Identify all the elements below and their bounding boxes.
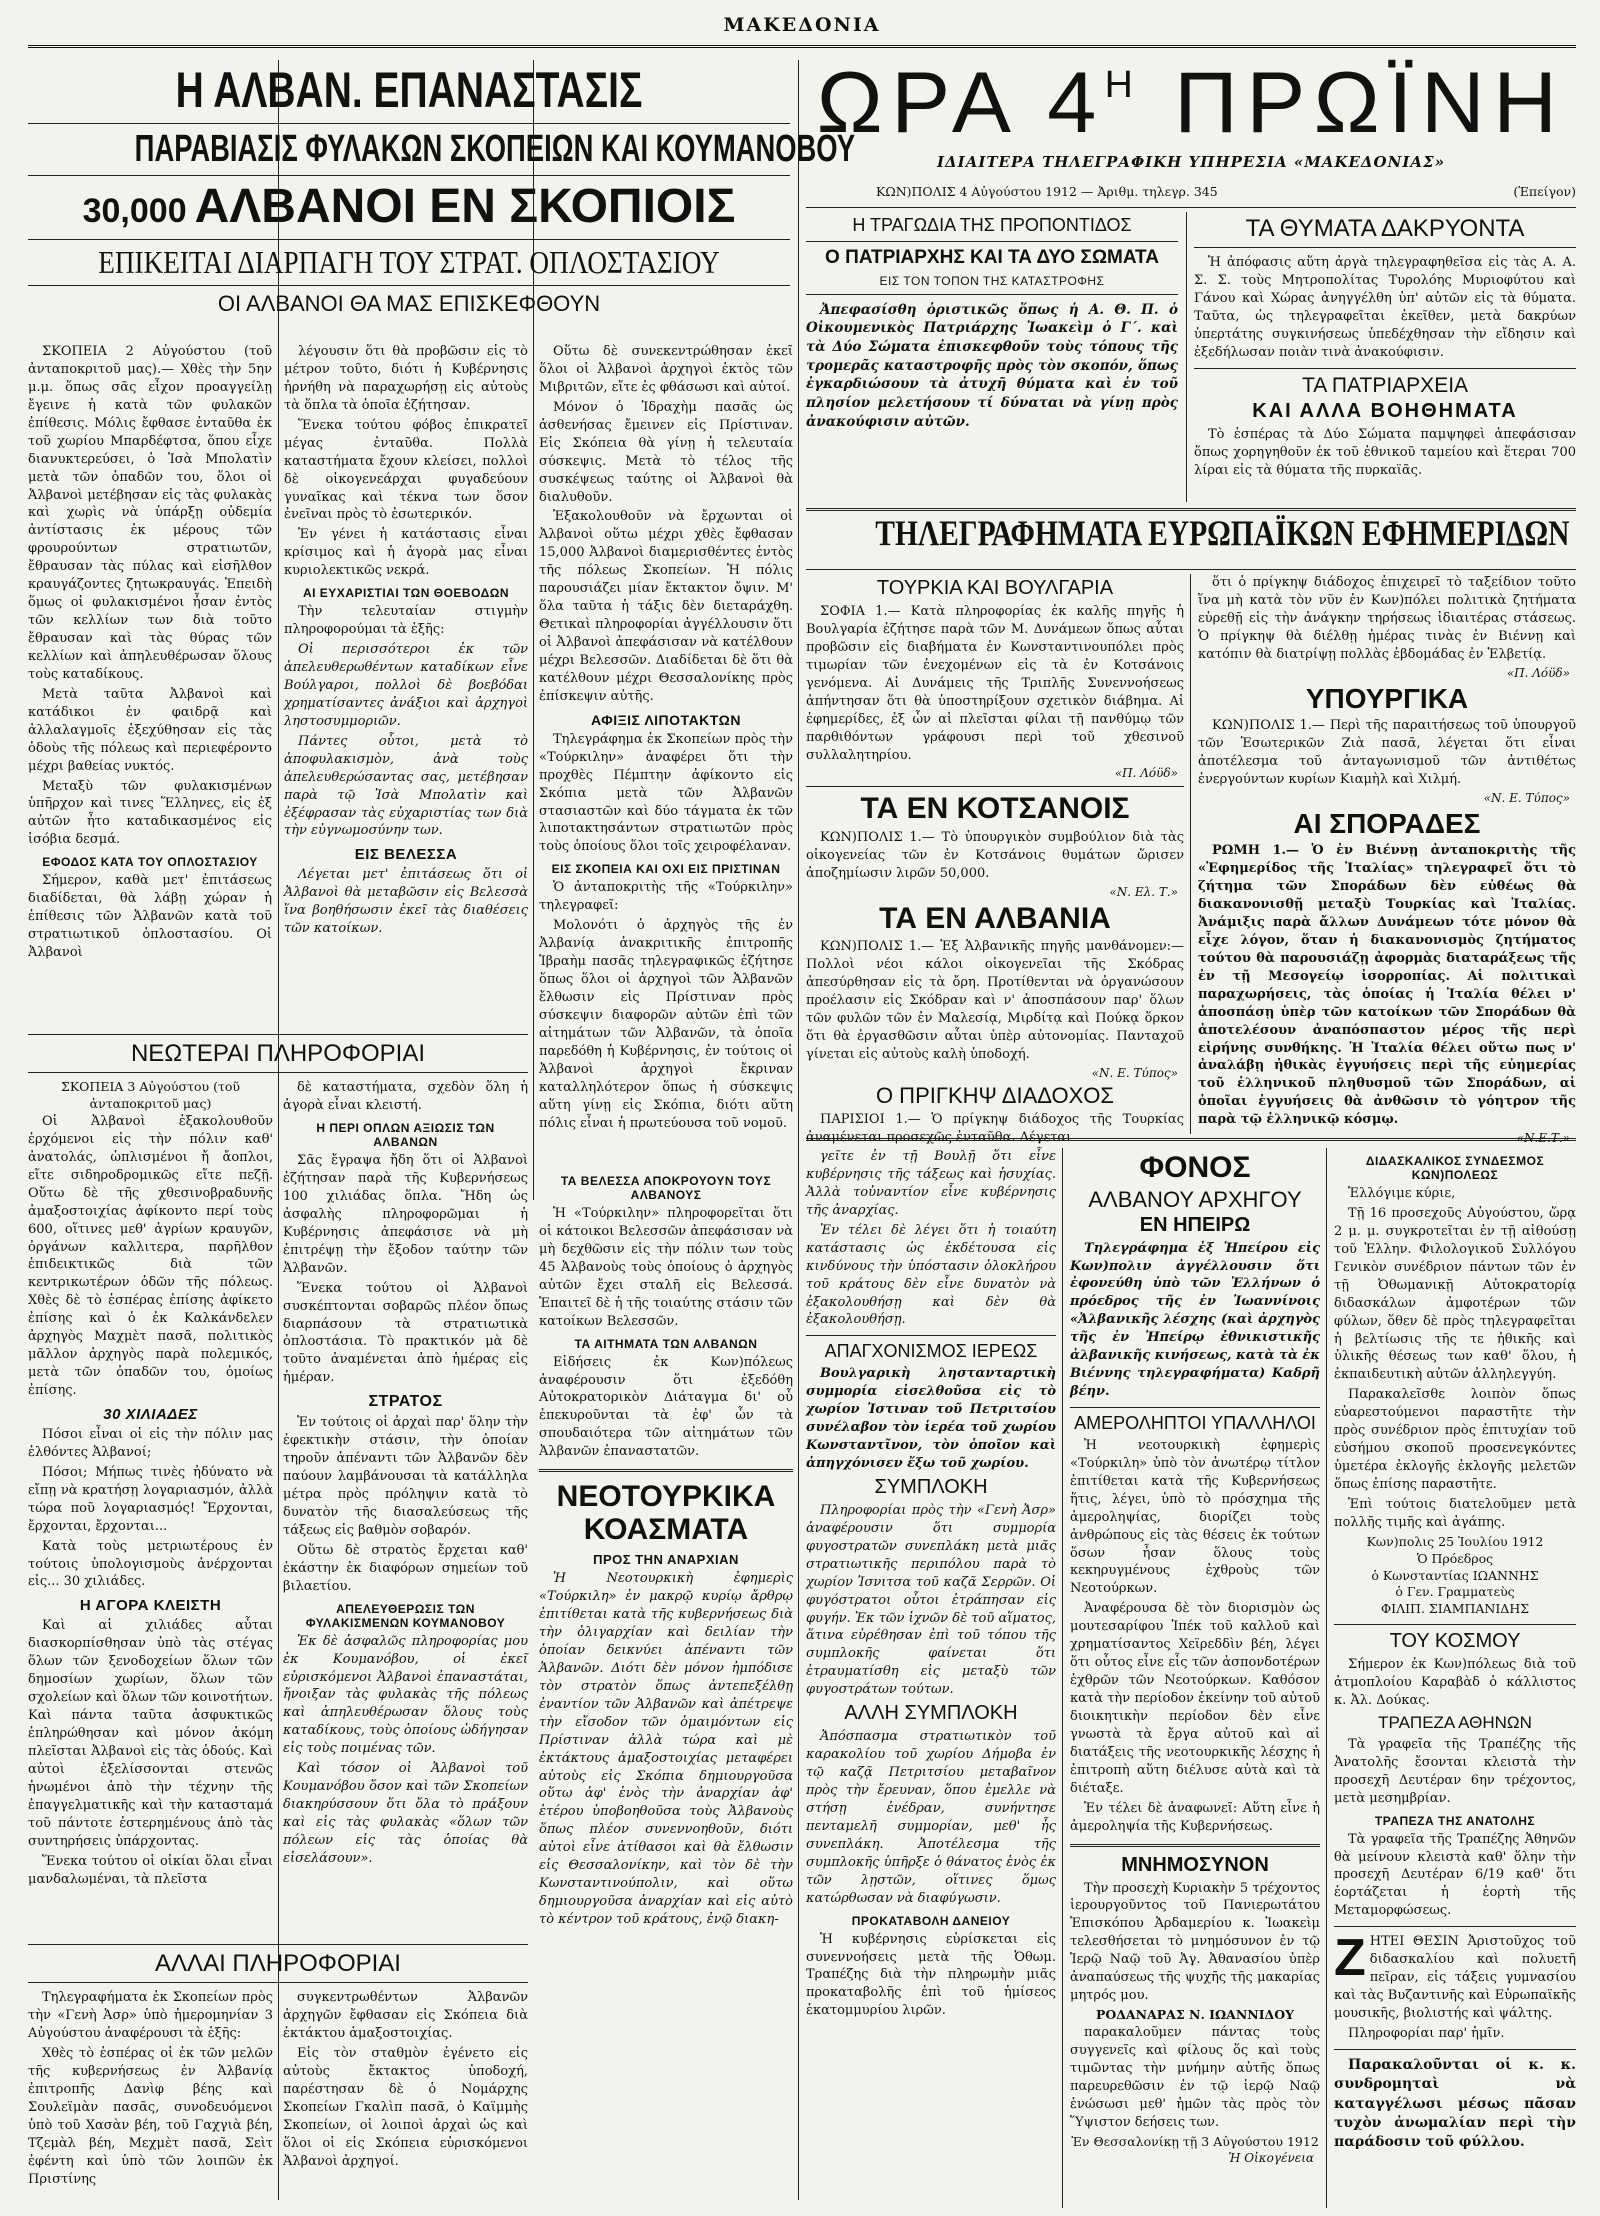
- paragraph: Πάντες οὗτοι, μετὰ τὸ ἀποφυλακισμὸν, ἀνὰ τοὺς ἀπελευθερώσαντας σας, μετέβησαν παρὰ τῷ Ἰσὰ Μπολατὶν καὶ ἐξέφρασαν τὰς εὐχαριστίας των διὰ τὴν εὐγνωμοσύνην των.: [284, 733, 528, 839]
- paragraph: Κατὰ τοὺς μετριωτέρους ἐν τούτοις ὑπολογισμοὺς ἀνέρχονται εἰς... 30 χιλιάδες.: [28, 1538, 273, 1590]
- masthead: ΜΑΚΕΔΟΝΙΑ: [28, 8, 1576, 48]
- divider: [1070, 1844, 1320, 1847]
- divider: [1334, 1624, 1576, 1625]
- divider: [1334, 2049, 1576, 2050]
- ora-title: [794, 55, 1587, 151]
- section-heading: ΜΝΗΜΟΣΥΝΟΝ: [1121, 1853, 1269, 1876]
- subheading: ΕΙΣ ΣΚΟΠΕΙΑ ΚΑΙ ΟΧΙ ΕΙΣ ΠΡΙΣΤΙΝΑΝ: [551, 862, 781, 877]
- paragraph: Σήμερον, καθὰ μετ' ἐπιτάσεως διαδίδεται, θὰ λάβῃ χώραν ἡ ἐπίθεσις τῶν Ἀλβανῶν κατὰ τοῦ στρατιωτικοῦ ὁπλοστασίου. Οἱ Ἀλβανοὶ: [28, 873, 272, 960]
- subheading: ΑΦΙΞΙΣ ΛΙΠΟΤΑΚΤΩΝ: [591, 711, 741, 728]
- divider: [28, 1982, 528, 1983]
- source-attribution: «Π. Λόϋδ»: [1114, 766, 1178, 781]
- paragraph: Τῇ 16 προσεχοῦς Αὐγούστου, ὥρᾳ 2 μ. μ. συγκροτεῖται ἐν τῇ αἰθούσῃ τοῦ Ἑλλην. Φιλολογικοῦ Συλλόγου Γενικὸν συνέδριον πάντων τῶν ἐν τῇ Ὀθωμανικῇ Αὐτοκρατορίᾳ διδασκάλων ἀμφοτέρων τῶν φύλων, ὅθεν δὲ πρὸς τηλεγραφεῖται ἡ βελτίωσις τῆς τε ἠθικῆς καὶ ὑλικῆς θέσεως των καθ' ὅλου, ἡ ἐκπαιδευτικὴ αὐτῶν ἀλληλεγγύη.: [1334, 1205, 1576, 1383]
- paragraph: Ἐκ δὲ ἀσφαλῶς πληροφορίας μου ἐκ Κουμανόβου, οἱ ἐκεῖ εὑρισκόμενοι Ἀλβανοὶ ἐπαναστάται, ἤνοιξαν τὰς φυλακὰς τῆς πόλεως καὶ ἀπηλευθέρωσαν ὅλους τοὺς καταδίκους, τοὺς ὁποίους ὡδήγησαν εἰς τοὺς ποιμένας τῶν.: [283, 1633, 528, 1757]
- divider: [1194, 247, 1576, 248]
- headline-count-number: 30,000: [82, 192, 187, 231]
- paragraph: Μετὰ ταῦτα Ἀλβανοὶ καὶ κατάδικοι ἐν φαιδρᾷ καὶ ἀλλαλαγμοῖς ἐξεχύθησαν εἰς τὰς ὁδοὺς τῆς πόλεως καὶ περιεφέροντο μέχρι βαθείας νυκτός.: [28, 686, 272, 774]
- divider: [28, 1944, 528, 1945]
- ora-title-part2: ΠΡΩΪΝΗ: [1174, 55, 1566, 151]
- section-heading: Η ΤΡΑΓΩΔΙΑ ΤΗΣ ΠΡΟΠΟΝΤΙΔΟΣ: [852, 215, 1132, 235]
- divider: [28, 239, 790, 240]
- section-heading: ΥΠΟΥΡΓΙΚΑ: [1305, 682, 1469, 714]
- paragraph: Τηλεγράφημα ἐκ Σκοπείων πρὸς τὴν «Τούρκιλην» ἀναφέρει ὅτι τὴν προχθὲς Πέμπτην ἀφίκοντο εἰς Σκόπια μετὰ τῶν Ἀλβανῶν στασιαστῶν καὶ δύο τάγματα ἐκ τῶν λιποτακτησάντων στρατιωτῶν πρὸς τοὺς ὁποίους ὅλοι τοῖς χειροφέλαναν.: [539, 731, 793, 855]
- subheading: Η ΑΓΟΡΑ ΚΛΕΙΣΤΗ: [79, 1597, 222, 1615]
- newer-info-col-1: [28, 1079, 273, 1890]
- paragraph: ΡΩΜΗ 1.— Ὁ ἐν Βιέννῃ ἀνταποκριτὴς τῆς «Ἐφημερίδος τῆς Ἰταλίας» τηλεγραφεῖ ὅτι τὸ ζήτημα τῶν Σποράδων δὲν εὐθέως θὰ διακανονισθῇ μεταξὺ Τουρκίας καὶ Ἰταλίας. Ἀνάμιξις παρὰ ἄλλων Δυνάμεων τότε μόνον θὰ εἶχε λόγον, ὅταν ἡ διακανονισμὸς ζητήματος τούτου θὰ παρουσιάζῃ ἀφορμὰς διαταράξεως τῆς ἐν τῇ Μεσογείῳ ἰσορροπίας. Αἱ πολιτικαὶ παραχωρήσεις, τὰς ὁποίας ἡ Ἰταλία θέλει ν' ἀποσπάσῃ ὑπὲρ τῶν κατοίκων τῶν Σποράδων θὰ ἀποτελέσουν ἀναπόσπαστον μέρος τῆς περὶ εἰρήνης συνθήκης. Ἡ Ἰταλία θέλει οὕτω πως ν' ἀναλάβῃ ἠθικὰς ἐγγυήσεις περὶ τῆς εὐημερίας τοῦ ἑλληνικοῦ πληθυσμοῦ τῶν Σποράδων, αἱ ὁποῖαι ἐγγυήσεις θὰ ἀνθῶσιν τὸ γόητρον τῆς παρὰ τῷ ἑλληνικῷ κόσμῳ.: [1198, 843, 1576, 1128]
- ora-title-sup: Η: [1104, 64, 1142, 106]
- paragraph: Ἀπεφασίσθη ὁριστικῶς ὅπως ἡ Α. Θ. Π. ὁ Οἰκουμενικὸς Πατριάρχης Ἰωακεὶμ ὁ Γ΄. καὶ τὰ Δύο Σώματα ἐπισκεφθοῦν τοὺς τόπους τῆς τρομερᾶς καταστροφῆς πρὸς τὸν σκοπόν, ὅπως ἐγκαρδιώσουν τὰ ἀτυχῆ θύματα καὶ ἐν τοῦ πλησίον μελετήσουν τί δύναται νὰ γίνῃ πρὸς ἀνακούφισιν αὐτῶν.: [806, 301, 1178, 430]
- paragraph: Καὶ αἱ χιλιάδες αὗται διασκορπίσθησαν ὑπὸ τὰς στέγας ὅλων τῶν ξενοδοχείων ὅλων τῶν δημοσίων χωρίων, ὅλων τῶν σχολείων καὶ ὅλων τῶν κοινοτήτων. Καὶ πάντα ταῦτα ἀσφυκτικῶς ἐπληρώθησαν καὶ μόνον ἀκόμη πλεῖσται Ἀλβανοὶ εἰς τὰς ὁδούς. Καὶ αὐτοὶ ἐξελίσσονται στενῶς ἡνωμένοι ἀπὸ τὴν τέχνην τῆς ἐπαγγελματικῆς καὶ τὴν κατασταμά τοῦ πάντοτε ἐστερημένους ἀπὸ τὰς συντηρήσεις ὑπάρχοντας.: [28, 1618, 273, 1849]
- divider: [28, 175, 790, 176]
- section-heading: ΤΑ ΠΑΤΡΙΑΡΧΕΙΑ: [1301, 373, 1469, 397]
- paragraph: Τὴν προσεχὴ Κυριακὴν 5 τρέχοντος ἱερουργοῦντος τοῦ Πανιερωτάτου Ἐπισκόπου Ἀρδαμερίου κ. Ἰωακεὶμ τελεσθήσεται τὸ μνημόσυνον ἐν τῷ Ἱερῷ Ναῷ τοῦ Ἀγ. Ἀθανασίου ὑπὲρ ἀναπαύσεως τῆς ψυχῆς τῆς μακαρίας μητρός μου.: [1070, 1880, 1320, 2004]
- paragraph: Ἡ ἀπόφασις αὕτη ἀργὰ τηλεγραφηθεῖσα εἰς τὰς Α. Α. Σ. Σ. τοὺς Μητροπολίτας Τυρολόης Μυριοφύτου καὶ Γάνου καὶ Χώρας ἀνηγγέλθη ὑπ' αὐτῶν εἰς τὰ θύματα. Ταῦτα, ὡς τηλεγραφεῖται ἐκεῖθεν, μετὰ δακρύων ὑπερτάτης συγκινήσεως ὑπεδέχθησαν τὴν εἴδησιν καὶ ἐξεδήλωσαν ποιὰν τινὰ ἀνακούφισιν.: [1194, 255, 1576, 360]
- paragraph: ΗΤΕΙ ΘΕΣΙΝ Ἀριστοῦχος τοῦ διδασκαλίου καὶ πολυετῆ πεῖραν, εἰς τάξεις γυμνασίου καὶ τὰς Βυζαντινῆς καὶ Εὐρωπαϊκῆς μουσικῆς, βιολιστής καὶ ψάλτης.: [1334, 1934, 1576, 2022]
- column-rule: [1190, 574, 1191, 1134]
- paragraph: Ἀπόσπασμα στρατιωτικὸν τοῦ καρακολίου τοῦ χωρίου Δήμοβα ἐν τῷ καζᾷ Πετριτσίου μεταβαῖνον πρὸς τὴν ἔρευναν, ὅπου ἐμελλε νὰ στήσῃ ἐνέδραν, συνήντησε πενταμελῆ συμμορίαν, μεθ' ἧς συνεπλάκη. Ἀποτέλεσμα τῆς συμπλοκῆς ὑπῆρξε ὁ θάνατος ἑνὸς ἐκ τῶν λῃστῶν, οἵτινες ὅμως κατώρθωσαν νὰ διαφύγωσιν.: [806, 1729, 1056, 1906]
- headline-armory: ΕΠΙΚΕΙΤΑΙ ΔΙΑΡΠΑΓΗ ΤΟΥ ΣΤΡΑΤ. ΟΠΛΟΣΤΑΣΙΟΥ: [98, 243, 720, 280]
- paragraph: Μόνον ὁ Ἰδραχὴμ πασᾶς ὡς ἀσθενήσας ἔμεινεν εἰς Πρίστιναν. Εἰς Σκόπεια θὰ γίνῃ ἡ τελευταία σύσκεψις. Μετὰ τὸ τέλος τῆς συσκέψεως ταύτης οἱ Ἀλβανοὶ θὰ διαλυθοῦν.: [539, 399, 793, 505]
- divider: [28, 1034, 528, 1035]
- subheading: ΤΑ ΒΕΛΕΣΣΑ ΑΠΟΚΡΟΥΟΥΝ ΤΟΥΣ ΑΛΒΑΝΟΥΣ: [560, 1174, 772, 1202]
- paragraph: Χθὲς τὸ ἑσπέρας οἱ ἐκ τῶν μελῶν τῆς κυβερνήσεως ἐν Ἀλβανίᾳ ἐπιτροπῆς Δανὶφ βέης καὶ Σουλεϊμὰν πασᾶς, συνοδευόμενοι ὑπὸ τοῦ Χασὰν βέη, τοῦ Γαχγιὰ βέη, Τζεμὰλ βέη, Μεχμὲτ πασᾶ, Σεὶτ ἐφέντη καὶ ὑπὸ τῶν λοιπῶν ἐκ Πριστίνης: [28, 2046, 273, 2187]
- paragraph: Ἐν τέλει δὲ λέγει ὅτι ἡ τοιαύτη κατάστασις ὡς ἐκδέτουσα εἰς κινδύνους τὴν ὑπόστασιν ὁλοκλήρου τοῦ κράτους δὲν εἶνε δυνατὸν νὰ ἐξακολουθήσῃ καὶ δὲν θὰ ἐξακολουθήσῃ.: [806, 1222, 1056, 1328]
- paragraph: Ἐξακολουθοῦν νὰ ἔρχωνται οἱ Ἀλβανοὶ οὕτω μέχρι χθὲς ἔφθασαν 15,000 Ἀλβανοὶ διαμερισθέντες ἐντὸς τῆς πόλεως Σκοπείων. Ἡ πόλις παρουσιάζει μίαν ἔκτακτον ὄψιν. Μ' ὅλα ταῦτα ἡ τάξις δὲν διεταράχθη. Θετικαὶ πληροφορίαι ἀγγέλλουσιν ὅτι οἱ Ἀλβανοὶ ἀπεφάσισαν νὰ κατέλθουν μέχρι Βελεσσῶν. Διαδίδεται δὲ ὅτι θὰ κατέλθουν μέχρι Θεσσαλονίκης πρὸς ἐπίσκεψιν αὐτῆς.: [539, 509, 793, 704]
- paragraph: Τηλεγράφημα ἐξ Ἠπείρου εἰς Κων)πολιν ἀγγέλλουσιν ὅτι ἐφονεύθη ὑπὸ τῶν Ἑλλήνων ὁ πρόεδρος τῆς ἐν Ἰωαννίνοις «Ἀλβανικῆς λέσχης (καὶ ἀρχηγὸς τῆς ἐν Ἠπείρῳ ἐθνικιστικῆς ἀλβανικῆς κινήσεως, κατὰ τὰ ἐκ Βιέννης τηλεγραφήματα) Καδρῆ βέην.: [1070, 1240, 1320, 1400]
- section-heading: Ο ΠΡΙΓΚΗΨ ΔΙΑΔΟΧΟΣ: [875, 1082, 1115, 1108]
- victims-article: [1194, 212, 1576, 502]
- paragraph: Τὰ γραφεῖα τῆς Τραπέζης Ἀθηνῶν θὰ μείνουν κλειστὰ καθ' ὅλην τὴν προσεχῆ Δευτέραν 6/19 καθ' ὅτι ἑορτάζεται ἡ ἑορτὴ τῆς Μεταμορφώσεως.: [1334, 1831, 1576, 1919]
- section-heading: ΝΕΩΤΕΡΑΙ ΠΛΗΡΟΦΟΡΙΑΙ: [130, 1040, 426, 1067]
- dateline: ΣΚΟΠΕΙΑ 3 Αὐγούστου (τοῦ ἀνταποκριτοῦ μας): [61, 1079, 240, 1112]
- divider: [806, 786, 1184, 787]
- subheading: ΔΙΔΑΣΚΑΛΙΚΟΣ ΣΥΝΔΕΣΜΟΣ ΚΩΝ)ΠΟΛΕΩΣ: [1365, 1154, 1545, 1182]
- paragraph: ΣΚΟΠΕΙΑ 2 Αὐγούστου (τοῦ ἀνταποκριτοῦ μας).— Χθὲς τὴν 5ην μ.μ. ὅπως σᾶς εἶχον προαγγείλῃ ἔγεινε ἡ κατὰ τῶν φυλακῶν ἐπίθεσις. Μόλις ἔφθασε ἐνταῦθα ἐκ τοῦ χωρίου Μπαρδέφτσα, ὅπου εἶχε διανυκτερεύσει, ὁ Ἰσὰ Μπολατὶν μετὰ τῶν ὀπαδῶν του, ὅλοι οἱ Ἀλβανοὶ μετέβησαν εἰς τὰς φυλακὰς καὶ χωρὶς νὰ ὑπάρξῃ οὐδεμία ἀντίστασις ἐκ μέρους τῶν φρουρούντων στρατιωτῶν, ἔθραυσαν τὰς πύλας καὶ εἰσῆλθον κραυγάζοντες ζητωκραυγάς. Ἐπειδὴ ὅμως οἱ φυλακισμένοι ἦσαν ἐντὸς τῶν κελλίων των διὰ τοῦτο ἔθραυσαν καὶ τὰς θύρας τῶν κελλίων καὶ ἀπηλευθέρωσαν ὅλους τοὺς καταδίκους.: [28, 344, 272, 682]
- memorial-name: ΡΟΔΑΝΑΡΑΣ Ν. ΙΩΑΝΝΙΔΟΥ: [1095, 2007, 1295, 2023]
- column-rule: [1326, 1148, 1327, 2208]
- headline-visit: ΟΙ ΑΛΒΑΝΟΙ ΘΑ ΜΑΣ ΕΠΙΣΚΕΦΘΟΥΝ: [217, 291, 601, 317]
- paragraph: συγκεντρωθέντων Ἀλβανῶν ἀρχηγῶν ἔφθασαν εἰς Σκόπεια διὰ ἐκτάκτου ἁμαξοστοιχίας.: [283, 1990, 528, 2042]
- newer-info-col-2: [283, 1079, 528, 1890]
- newspaper-page: [28, 8, 1576, 2208]
- memorial-signature: Ἡ Οἰκογένεια: [1228, 2151, 1314, 2166]
- headline-count-text: ΑΛΒΑΝΟΙ ΕΝ ΣΚΟΠΙΟΙΣ: [194, 180, 736, 234]
- paragraph: παρακαλοῦμεν πάντας τοὺς συγγενεῖς καὶ φίλους ὅς καὶ τοὺς τιμῶντας τὴν μνήμην αὐτῆς ὅπως παρευρεθῶσιν ἐν τῷ ἱερῷ Ναῷ ἑνώσωσι μεθ' ἡμῶν τὰς πρὸς τὸν Ὕψιστον δεήσεις των.: [1070, 2024, 1320, 2130]
- source-attribution: «Ν. Ελ. Τ.»: [1109, 884, 1178, 899]
- paragraph: Ἐν τούτοις οἱ ἀρχαὶ παρ' ὅλην τὴν ἐφεκτικὴν στάσιν, τὴν ὁποίαν τηροῦν ἀπέναντι τῶν Ἀλβανῶν δὲν παύουν λαμβάνουσαι τὰ κατάλληλα μέτρα πρὸς πρόληψιν κατὰ τὸ δυνατὸν τῆς διασαλεύσεως τῆς τάξεως εἰς βαθμὸν σοβαρόν.: [283, 1415, 528, 1538]
- letter-role: ὁ Γεν. Γραμματεὺς: [1395, 1584, 1515, 1600]
- paragraph: Ὁ ἀνταποκριτὴς τῆς «Τούρκιλην» τηλεγραφεῖ:: [539, 880, 793, 914]
- ora-dateline: [806, 184, 1576, 208]
- article-column-3-lower: [539, 1168, 793, 2208]
- paragraph: Ἕνεκα τούτου φόβος ἐπικρατεῖ μέγας ἐνταῦθα. Πολλὰ καταστήματα ἔχουν κλείσει, πολλοὶ δὲ οἰκογενεάρχαι φυγαδεύουν γυναῖκας καὶ τέκνα των ὅσον ἐνεῖναι πρὸς τὸ ἐσωτερικόν.: [284, 417, 528, 523]
- paragraph: Εἰς τὸν σταθμὸν ἐγένετο εἰς αὐτοὺς ἔκτακτος ὑποδοχή, παρέστησαν δὲ ὁ Νομάρχης Σκοπείων Γκαλὶπ πασᾶ, ὁ Καϊμμὴς Σκοπείων, οἱ λοιποὶ ἀρχαὶ ὡς καὶ ὅλοι οἱ εἰς Σκόπεια εὑρισκόμενοι Ἀλβανοὶ ἀρχηγοί.: [283, 2046, 528, 2169]
- telegrams-col-1: [806, 574, 1184, 1145]
- paragraph: Σᾶς ἔγραψα ἤδη ὅτι οἱ Ἀλβανοὶ ἐζήτησαν παρὰ τῆς Κυβερνήσεως 100 χιλιάδας ὅπλα. Ἤδη ὡς ἀσφαλὴς πληροφορῶμαι ἡ Κυβέρνησις ἀπεφάσισε νὰ μὴ ἐπιτρέψῃ τὴν ἔξοδον ταύτην τῶν Ἀλβανῶν.: [283, 1153, 528, 1276]
- headline-main: Η ΑΛΒΑΝ. ΕΠΑΝΑΣΤΑΣΙΣ: [175, 62, 643, 118]
- paragraph: ΣΟΦΙΑ 1.— Κατὰ πληροφορίας ἐκ καλῆς πηγῆς ἡ Βουλγαρία ἐζήτησε παρὰ τῶν Μ. Δυνάμεων ὅπως αὗται προβῶσιν εἰς διαβήματα ἐν Κωνσταντινουπόλει πρὸς τιμωρίαν τῶν ἐνεχομένων εἰς τὰ ἐν Κοτσάνοις γενόμενα. Αἱ Δυνάμεις τῆς Τριπλῆς Συνεννοήσεως ἀπήντησαν ὅτι θὰ ὑποστηρίξουν σχετικὸν διάβημα. Αἱ ἐφημερίδες, ἐξ ὧν αἱ πλεῖσται φίλαι τῇ πανθύμῳ τῶν παρθιθόντων γράφουσι περὶ τοῦ χθεσινοῦ συλλαλητηρίου.: [806, 604, 1184, 763]
- section-heading: ΚΑΙ ΑΛΛΑ ΒΟΗΘΗΜΑΤΑ: [1252, 399, 1518, 422]
- headline-count: [28, 182, 790, 232]
- paragraph: Οὕτω δὲ στρατὸς ἔρχεται καθ' ἑκάστην ἐκ διαφόρων σημείων τοῦ βιλαετίου.: [283, 1542, 528, 1594]
- paragraph: ΠΑΡΙΣΙΟΙ 1.— Ὁ πρίγκηψ διάδοχος τῆς Τουρκίας ἀναμένεται προσεχῶς ἐνταῦθα. Λέγεται: [806, 1111, 1184, 1145]
- divider: [806, 294, 1178, 295]
- ora-title-part1: ΩΡΑ 4: [816, 55, 1105, 151]
- two-column-text: [28, 1079, 528, 1890]
- letter-name: ὁ Κωνσταντίας ΙΩΑΝΝΗΣ: [1371, 1567, 1539, 1583]
- paragraph: Τὰ γραφεῖα τῆς Τραπέζης τῆς Ἀνατολῆς ἔσονται κλειστὰ τὴν προσεχῆ Δευτέραν 6ην τρέχοντος, μετὰ μεσημβρίαν.: [1334, 1736, 1576, 1806]
- column-rule: [1062, 1148, 1063, 2208]
- letter-role: Ὁ Πρόεδρος: [1416, 1550, 1494, 1566]
- dateline-urgent: (Ἐπείγον): [1513, 184, 1576, 199]
- paragraph: Οἱ περισσότεροι ἐκ τῶν ἀπελευθερωθέντων καταδίκων εἶνε Βούλγαροι, πολλοὶ δὲ βοεβόδαι χρηματίσαντες ἀνάξιοι καὶ ἀρχηγοὶ ληστοσυμμοριῶν.: [284, 642, 528, 729]
- divider: [539, 1469, 793, 1472]
- paragraph: Λέγεται μετ' ἐπιτάσεως ὅτι οἱ Ἀλβανοὶ θὰ μεταβῶσιν εἰς Βελεσσὰ ἵνα βοηθήσωσιν ἐκεῖ τὰς διαθέσεις τῶν κατοίκων.: [284, 867, 528, 937]
- paragraph: Σήμερον ἐκ Κων)πόλεως διὰ τοῦ ἀτμοπλοίου Καραβὰδ ὁ κάλλιστος κ. Ἀλ. Δούκας.: [1334, 1657, 1576, 1709]
- headline-sub: ΠΑΡΑΒΙΑΣΙΣ ΦΥΛΑΚΩΝ ΣΚΟΠΕΙΩΝ ΚΑΙ ΚΟΥΜΑΝΟΒΟΥ: [134, 127, 856, 170]
- paragraph: Πόσοι; Μήπως τινὲς ἠδύνατο νὰ εἴπῃ νὰ κρατήσῃ λογαριασμόν, ἀλλὰ τώρα ποῦ λογαριασμός! Ἔρχονται, ἔρχονται, ἔρχονται...: [28, 1464, 273, 1534]
- paragraph: Μολονότι ὁ ἀρχηγὸς τῆς ἐν Ἀλβανίᾳ ἀνακριτικῆς ἐπιτροπῆς Ἰβραὴμ πασᾶς τηλεγραφικῶς ἐζήτησε ὅπως ὅλοι οἱ ἀρχηγοὶ τῶν Ἀλβανῶν ἔλθωσιν εἰς Πρίστιναν πρὸς σύσκεψιν διαφορῶν αὐτῶν ἐπὶ τῶν αἰτημάτων τῶν Ἀλβανῶν, τὰ ὁποῖα παρεδόθη ἡ Κυβέρνησις, ἐν τούτοις οἱ Ἀλβανοὶ ἀρχηγοὶ ἔκριναν καταλληλότερον ὅπως ἡ σύσκεψις αὕτη γίνῃ εἰς Σκόπια, διότι αὕτη πόλις εἶναι ἡ πρωτεύουσα τοῦ νομοῦ.: [539, 918, 793, 1131]
- ora-header: [806, 55, 1576, 180]
- paragraph: Πληροφορίαι παρ' ἡμῖν.: [1348, 2025, 1505, 2041]
- paragraph: ΚΩΝ)ΠΟΛΙΣ 1.— Περὶ τῆς παραιτήσεως τοῦ ὑπουργοῦ τῶν Ἐσωτερικῶν Ζιὰ πασᾶ, λέγεται ὅτι εἶναι ἀποτέλεσμα τοῦ ἀνταγωνισμοῦ τῶν ἀντιθέτως ἐνεργούντων κυρίων Κιαμὴλ καὶ Χιλμή.: [1198, 718, 1576, 787]
- section-heading: ΑΠΑΓΧΟΝΙΣΜΟΣ ΙΕΡΕΩΣ: [824, 1341, 1038, 1362]
- section-heading: ΤΡΑΠΕΖΑ ΑΘΗΝΩΝ: [1378, 1713, 1532, 1732]
- section-heading: Ο ΠΑΤΡΙΑΡΧΗΣ ΚΑΙ ΤΑ ΔΥΟ ΣΩΜΑΤΑ: [825, 246, 1159, 268]
- paragraph: Ἕνεκα τούτου οἱ οἰκίαι ὅλαι εἶναι μανδαλωμέναι, τὰ πλεῖστα: [28, 1853, 273, 1887]
- paragraph: Ἀναφέρουσα δὲ τὸν διορισμὸν ὡς μουτεσαρίφου Ἰπέκ τοῦ καλλοῦ καὶ χρηματίσαντος Χεϊρεδδὶν βέη, λέγει ὅτι οὗτος εἶνε εἷς τῶν ἀσπονδοτέρων ἐχθρῶν τῶν Νεοτούρκων. Καθόσον κατὰ τὴν περίοδον ἐκείνην τοῦ αὐτοῦ διοικητικὴν περίοδον δὲν εἶνε γνωστὰ τὰ ἔργα αὐτοῦ καὶ αἱ διατάξεις τῆς νεοτουρκικῆς λέσχης ἡ ἐπιτροπὴ αὕτη διέλυσε αὐτὰ καὶ τὰ διέταξε.: [1070, 1601, 1320, 1796]
- albanian-revolution-header: [28, 60, 856, 390]
- paragraph: Οὕτω δὲ συνεκεντρώθησαν ἐκεῖ ὅλοι οἱ Ἀλβανοὶ ἀρχηγοὶ ἐκτὸς τῶν Μιβριτῶν, εἴτε ἐς φθάσωσι καὶ αὐτοί.: [539, 344, 793, 395]
- divider: [1070, 1407, 1320, 1408]
- paragraph: Καὶ τόσον οἱ Ἀλβανοὶ τοῦ Κουμανόβου ὅσον καὶ τῶν Σκοπείων διακηρύσσουν ὅτι ὅλα τὸ πράξουν καὶ εἰς τὰς φυλακὰς «ὅλων τῶν πόλεων εἰς τὰς ὁποίας θὰ εἰσελάσουν».: [283, 1761, 528, 1866]
- section-heading: ΦΟΝΟΣ: [1139, 1151, 1251, 1184]
- section-heading: ΤΑ ΘΥΜΑΤΑ ΔΑΚΡΥΟΝΤΑ: [1245, 215, 1525, 242]
- divider: [806, 1138, 1576, 1142]
- column-rule: [798, 60, 799, 2200]
- subheading: ΤΑ ΑΙΤΗΜΑΤΑ ΤΩΝ ΑΛΒΑΝΩΝ: [574, 1336, 758, 1351]
- paragraph: Ἐλλόγιμε κύριε,: [1348, 1186, 1456, 1201]
- divider: [806, 241, 1178, 242]
- paragraph: Τηλεγραφήματα ἐκ Σκοπείων πρὸς τὴν «Γενὴ Ἀσρ» ὑπὸ ἡμερομηνίαν 3 Αὐγούστου ἀναφέρουσι τὰ ἑξῆς:: [28, 1990, 273, 2042]
- paragraph: δὲ καταστήματα, σχεδὸν ὅλη ἡ ἀγορὰ εἶναι κλειστή.: [283, 1080, 528, 1114]
- paragraph: Εἰδήσεις ἐκ Κων)πόλεως ἀναφέρουσιν ὅτι ἐξεδόθη Αὐτοκρατορικὸν Διάταγμα δι' οὗ ἐπεκυροῦνται τὰ ἐφ' ὧν τὰ σπουδαιότερα τῶν αἰτημάτων τῶν Ἀλβανῶν ἐπαναστατῶν.: [539, 1354, 793, 1460]
- section-heading: ΤΟΥ ΚΟΣΜΟΥ: [1389, 1630, 1521, 1653]
- subheading: Η ΠΕΡΙ ΟΠΛΩΝ ΑΞΙΩΣΙΣ ΤΩΝ ΑΛΒΑΝΩΝ: [316, 1121, 495, 1150]
- section-heading: ΤΑ ΕΝ ΚΟΤΣΑΝΟΙΣ: [860, 792, 1130, 826]
- article-column-1: [28, 343, 272, 1023]
- paragraph: Παρακαλοῦνται οἱ κ. κ. συνδρομηταὶ νὰ καταγγέλωσι μέσως πᾶσαν τυχὸν ἀνωμαλίαν περὶ τὴν παράδοσιν τοῦ φύλλου.: [1334, 2056, 1576, 2151]
- paragraph: Οἱ Ἀλβανοὶ ἐξακολουθοῦν ἐρχόμενοι εἰς τὴν πόλιν καθ' ἀνατολάς, ὡπλισμένοι ἤ ἄοπλοι, εἴτε σιδηροδρομικῶς εἴτε πεζῇ. Οὕτω δὲ τῆς χθεσινοβραδυνῆς ἀμαξοστοιχίας ἀφίκοντο περί τοὺς 600, οἵτινες μεθ' ἀγρίων κραυγῶν, ὀργάνων καλλιτερα, παρῆλθον ἐπιδεικτικῶς διὰ τῶν κεντρικωτέρων ὁδῶν τῆς πόλεως. Χθὲς δὲ τὸ ἑσπέρας ἐπίσης ἀφίκετο ἐπίσης καὶ ὁ ἐκ Καλκάνδελεν ἀρχηγὸς Μαχμὲτ πασᾶ, πολιτικὸς μᾶλλον ἀρχηγὸς παρὰ πολεμικός, μετὰ τῶν ὀπαδῶν του, ὁμοίως ἐπίσης.: [28, 1113, 273, 1398]
- divider: [1194, 368, 1576, 369]
- paragraph: Ἐν γένει ἡ κατάστασις εἶναι κρίσιμος καὶ ἡ ἀγορὰ μας εἶναι κυριολεκτικῶς νεκρά.: [284, 527, 528, 579]
- subheading: ΕΙΣ ΤΟΝ ΤΟΠΟΝ ΤΗΣ ΚΑΤΑΣΤΡΟΦΗΣ: [879, 273, 1105, 288]
- article-column-3: [539, 343, 793, 1163]
- paragraph: Ἕνεκα τούτου οἱ Ἀλβανοὶ συσκέπτονται σοβαρῶς πλέον ὅπως διαρπάσουν τὰ στρατιωτικὰ ὁπλοστάσια. Τὸ πρακτικόν μὰ δὲ τοῦτο ἀναμένεται ἀπὸ ἡμέρας εἰς ἡμέραν.: [283, 1280, 528, 1386]
- paragraph: ΚΩΝ)ΠΟΛΙΣ 1.— Ἐξ Ἀλβανικῆς πηγῆς μανθάνομεν:— Πολλοὶ νέοι κάλοι οἰκογενεῖαι τῆς Σκόδρας ἀπεσύρθησαν εἰς τὰ ὄρη. Προτίθενται νὰ ὀργανώσουν προέλασιν εἰς Σκόδραν καὶ ν' ἀποσπάσουν παρ' ὅλων τῶν φυλῶν τῶν ἐν Μαλεσίᾳ, Μιρδίτᾳ καὶ Πούκᾳ ὅρκον ὅτι θὰ ἐργασθῶσιν αὗται ὑπὲρ αὐτονομίας. Πανταχοῦ γίνεται εἰς αὐτοὺς καλὴ ὑποδοχή.: [806, 939, 1184, 1062]
- subheading: ΕΙΣ ΒΕΛΕΣΣΑ: [354, 846, 458, 864]
- subheading: ΠΡΟΣ ΤΗΝ ΑΝΑΡΧΙΑΝ: [593, 1552, 739, 1568]
- section-heading: ΑΛΒΑΝΟΥ ΑΡΧΗΓΟΥ: [1088, 1186, 1302, 1212]
- source-attribution: «Ν. Ε. Τύπος»: [1483, 790, 1570, 805]
- subheading: ΕΦΟΔΟΣ ΚΑΤΑ ΤΟΥ ΟΠΛΟΣΤΑΣΙΟΥ: [42, 855, 258, 870]
- section-heading: ΕΝ ΗΠΕΙΡΩ: [1139, 1213, 1251, 1236]
- divider: [1334, 1926, 1576, 1927]
- subheading: ΠΡΟΚΑΤΑΒΟΛΗ ΔΑΝΕΙΟΥ: [851, 1913, 1011, 1928]
- source-attribution: «Π. Λόϋδ»: [1506, 665, 1570, 680]
- letter-date: Κων)πολις 25 Ἰουλίου 1912: [1366, 1533, 1544, 1549]
- paragraph: Τὸ ἑσπέρας τὰ Δύο Σώματα παμψηφεὶ ἀπεφάσισαν ὅπως χορηγηθοῦν ἐκ τοῦ ἐθνικοῦ ταμείου καὶ ἕτεραι 700 λίραι εἰς τὰ θύματα τῆς πυρκαϊᾶς.: [1194, 426, 1576, 478]
- source-attribution: «Ν.Ε.Τ.»: [1516, 1131, 1570, 1146]
- paragraph: Ἐπὶ τούτοις διατελοῦμεν μετὰ πολλῆς τιμῆς καὶ ἀγάπης.: [1334, 1496, 1576, 1530]
- column-rule: [1186, 212, 1187, 502]
- telegrams-header: [806, 508, 1576, 570]
- telegrams-col-2: [1198, 574, 1576, 1146]
- paragraph: λέγουσιν ὅτι θὰ προβῶσιν εἰς τὸ μέτρον τοῦτο, διότι ἡ Κυβέρνησις ἠρνήθη νὰ παραχωρήσῃ εἰς αὐτοὺς τὰ ὅπλα τὰ ὁποῖα ἐζήτησαν.: [284, 344, 528, 413]
- paragraph: Πόσοι εἶναι οἱ εἰς τὴν πόλιν μας ἐλθόντες Ἀλβανοί;: [28, 1426, 273, 1460]
- divider: [806, 1335, 1056, 1336]
- paragraph: Ἐν τέλει δὲ ἀναφωνεῖ: Αὕτη εἶνε ἡ ἀμεροληψία τῆς Κυβερνήσεως.: [1070, 1800, 1320, 1834]
- subheading: 30 ΧΙΛΙΑΔΕΣ: [103, 1405, 198, 1423]
- memorial-date: Ἐν Θεσσαλονίκῃ τῇ 3 Αὐγούστου 1912: [1071, 2133, 1319, 2149]
- ora-subtitle: ΙΔΙΑΙΤΕΡΑ ΤΗΛΕΓΡΑΦΙΚΗ ΥΠΗΡΕΣΙΑ «ΜΑΚΕΔΟΝΙΑΣ»: [937, 153, 1445, 171]
- paragraph: Μεταξὺ τῶν φυλακισμένων ὑπῆρχον καὶ τινες Ἕλληνες, εἰς ἐξ αὐτῶν ἦτο καταδικασμένος εἰς ἰσόβια δεσμά.: [28, 778, 272, 848]
- section-heading: ΑΛΛΑΙ ΠΛΗΡΟΦΟΡΙΑΙ: [155, 1950, 401, 1977]
- section-heading: ΤΑ ΕΝ ΑΛΒΑΝΙΑ: [879, 901, 1111, 935]
- paragraph: Ἡ κυβέρνησις εὑρίσκεται εἰς συνεννοήσεις μετὰ τῆς Ὀθωμ. Τραπέζης διὰ τὴν πληρωμὴν μιᾶς προκαταβολῆς ἐπὶ τοῦ ἡμίσεος ἑκατομμυρίου λιρῶν.: [806, 1931, 1056, 2019]
- paragraph: Τὴν τελευταίαν στιγμὴν πληροφορούμαι τὰ ἑξῆς:: [284, 604, 528, 638]
- other-info-col-1: [28, 1989, 273, 2190]
- tragedy-article: [806, 212, 1178, 502]
- job-wanted-ad: [1334, 1929, 1576, 2043]
- divider: [28, 1072, 528, 1073]
- subheading: ΑΙ ΕΥΧΑΡΙΣΤΙΑΙ ΤΩΝ ΘΟΕΒΟΔΩΝ: [302, 586, 510, 601]
- section-heading: ΑΜΕΡΟΛΗΠΤΟΙ ΥΠΑΛΛΗΛΟΙ: [1074, 1413, 1316, 1434]
- paragraph: ὅτι ὁ πρίγκηψ διάδοχος ἐπιχειρεῖ τὸ ταξείδιον τοῦτο ἵνα μὴ κατὰ τὸν νῦν ἐν Κων)πόλει πολιτικὰ ζητήματα εὑρεθῇ εἰς τὴν ἀνάγκην τηρήσεως ἰδιαιτέρας στάσεως. Ὁ πρίγκηψ θὰ διέλθῃ ἡμέρας τινὰς ἐν Βιέννῃ καὶ κατόπιν θὰ διατρίψῃ πολλὰς ἑβδομάδας ἐν Ἑλβετίᾳ.: [1198, 575, 1576, 662]
- section-heading: ΝΕΟΤΟΥΡΚΙΚΑ ΚΟΑΣΜΑΤΑ: [556, 1480, 776, 1547]
- other-info-col-2: [283, 1989, 528, 2190]
- section-heading: ΤΟΥΡΚΙΑ ΚΑΙ ΒΟΥΛΓΑΡΙΑ: [876, 577, 1114, 599]
- lower-col-1: [806, 1148, 1056, 2208]
- article-column-2: [284, 343, 528, 1023]
- section-heading: ΑΛΛΗ ΣΥΜΠΛΟΚΗ: [844, 1702, 1018, 1725]
- paragraph: Ἡ νεοτουρκικὴ ἐφημερὶς «Τούρκιλη» ὑπὸ τὸν ἀνωτέρῳ τίτλον ἐπιτίθεται κατὰ τῆς Κυβερνήσεως ἥτις, λέγει, ὑπὸ τὸ πρόσχημα τῆς ἀμεροληψίας, διορίζει τοὺς ἀνθρώπους εἰς τὰς θέσεις ἐκ τούτων ὅσων ἦσαν ὅλους τοὺς κεκηρυγμένους ἐχθροὺς τῶν Νεοτούρκων.: [1070, 1437, 1320, 1597]
- divider: [28, 123, 790, 124]
- paragraph: ΚΩΝ)ΠΟΛΙΣ 1.— Τὸ ὑπουργικὸν συμβούλιον διὰ τὰς οἰκογενείας τῶν ἐν Κοτσάνοις θυμάτων ὥρισεν ἀποζημίωσιν λιρῶν 50,000.: [806, 829, 1184, 881]
- paragraph: Ἡ Νεοτουρκικὴ ἐφημερὶς «Τούρκιλη» ἐν μακρῷ κυρίῳ ἄρθρῳ ἐπιτίθεται κατὰ τῆς κυβερνήσεως διὰ τὴν ὀλιγαρχίαν καὶ δειλίαν τὴν ὁποίαν δεικνύει ἀπέναντι τῶν Ἀλβανῶν. Διότι δὲν μόνον ἠμπόδισε τὸν στρατὸν ὅπως ἀντεπεξέλθῃ ἐναντίον τῶν Ἀλβανῶν καὶ ἀπέτρεψε τὴν εἴσοδον τῶν ὁμαιμόντων εἰς Πρίστιναν ἀλλὰ τώρα καὶ μὲ ἐκτάκτους ἁμαξοστοιχίας μεταφέρει αὐτοὺς εἰς Σκόπια δημιουργοῦσα οὕτω ἀφ' ἑνὸς τὴν ἀναρχίαν ἀφ' ἑτέρου ὑποβοηθοῦσα τοὺς Ἀλβανοὺς ὅπως πλέον συνεννοηθοῦν, διότι αὐτοὶ εἶνε ἀτίθασοι καὶ θὰ ἔλθωσιν εἰς Θεσσαλονίκην, καὶ τὸν δὲ τὴν Κωνσταντινούπολιν, καὶ οὕτω δημιουργοῦσα ἀναρχίαν καὶ εἰς αὐτὸ τὸ κέντρον τοῦ κράτους, ἐνῷ διακη-: [539, 1571, 793, 1927]
- paragraph: Βουλγαρικὴ ληστανταρτικὴ συμμορία εἰσελθοῦσα εἰς τὸ χωρίον Ἰστιναν τοῦ Πετριτσίου συνέλαβον τὸν ἱερέα τοῦ χωρίου Κωνσταντῖνον, τὸν ὁποῖον καὶ ἀπηγχόνισεν ἔξω τοῦ χωρίου.: [806, 1366, 1056, 1471]
- letter-name: ΦΙΛΙΠ. ΣΙΑΜΠΑΝΙΔΗΣ: [1380, 1601, 1530, 1617]
- source-attribution: «Ν. Ε. Τύπος»: [1091, 1065, 1178, 1080]
- section-heading: ΤΗΛΕΓΡΑΦΗΜΑΤΑ ΕΥΡΩΠΑΪΚΩΝ ΕΦΗΜΕΡΙΔΩΝ: [875, 513, 1570, 553]
- subheading: ΑΠΕΛΕΥΘΕΡΩΣΙΣ ΤΩΝ ΦΥΛΑΚΙΣΜΕΝΩΝ ΚΟΥΜΑΝΟΒΟΥ: [305, 1601, 506, 1630]
- paragraph: Πληροφορίαι πρὸς τὴν «Γενὴ Ἀσρ» ἀναφέρουσιν ὅτι συμμορία φυγοστρατῶν συνεπλάκη μετὰ μιᾶς στρατιωτικῆς περιπόλου παρὰ τὸ χωρίον Ἰσνιτσα τοῦ καζᾶ Σερρῶν. Οἱ φυγόστρατοι οὗτοι ἐτράπησαν εἰς φυγήν. Ἐκ τῶν ἰχνῶν δὲ τοῦ αἵματος, ἅτινα εὑρέθησαν ἐπὶ τοῦ τόπου τῆς συμπλοκῆς φαίνεται ὅτι ἐτραυματίσθη εἰς μεταξὺ τῶν φυγοστράτων τούτων.: [806, 1502, 1056, 1698]
- section-heading: ΑΙ ΣΠΟΡΑΔΕΣ: [1293, 807, 1481, 839]
- paragraph: Ἡ «Τούρκιλην» πληροφορεῖται ὅτι οἱ κάτοικοι Βελεσσῶν ἀπεφάσισαν νὰ μὴ δεχθῶσιν εἰς τὴν πόλιν των τοὺς 45 Ἀλβανοὺς τοὺς ὁποίους ὁ ἀρχηγὸς αὐτῶν ἔχει σταλῆ εἰς Βελεσσά. Ἐπαιτεῖ δὲ ἡ τῆς τοιαύτης στάσιν τῶν κατοίκων Βελεσσῶν.: [539, 1206, 793, 1329]
- paragraph: γεῖτε ἐν τῇ Βουλῇ ὅτι εἶνε κυβέρνησις τῆς τάξεως καὶ ἡσυχίας. Ἀλλὰ τοὐναντίον εἶνε κυβέρνησις τῆς ἀναρχίας.: [806, 1149, 1056, 1218]
- lower-col-3: [1334, 1148, 1576, 2208]
- two-column-text: [28, 1989, 528, 2190]
- section-heading: ΣΥΜΠΛΟΚΗ: [874, 1475, 988, 1498]
- divider: [28, 285, 790, 286]
- subheading: ΤΡΑΠΕΖΑ ΤΗΣ ΑΝΑΤΟΛΗΣ: [1374, 1813, 1536, 1828]
- subheading: ΣΤΡΑΤΟΣ: [368, 1393, 443, 1411]
- drop-cap: Ζ: [1334, 1929, 1366, 1988]
- lower-col-2: [1070, 1148, 1320, 2208]
- other-info-section: [28, 1938, 528, 2208]
- paragraph: Παρακαλεῖσθε λοιπὸν ὅπως εὐαρεστούμενοι παραστῆτε τὴν πρὸς συνέδριον πρὸς ἐπιτυχίαν τοῦ εὐσήμου σκοποῦ προσενεγκόντες ὑμετέρα ἐκλογῆς ἐκλογῆς μελετῶν ὅπως ἐπίσης παραστῆτε.: [1334, 1387, 1576, 1492]
- dateline-text: ΚΩΝ)ΠΟΛΙΣ 4 Αὐγούστου 1912 — Ἀριθμ. τηλεγρ. 345: [876, 184, 1218, 199]
